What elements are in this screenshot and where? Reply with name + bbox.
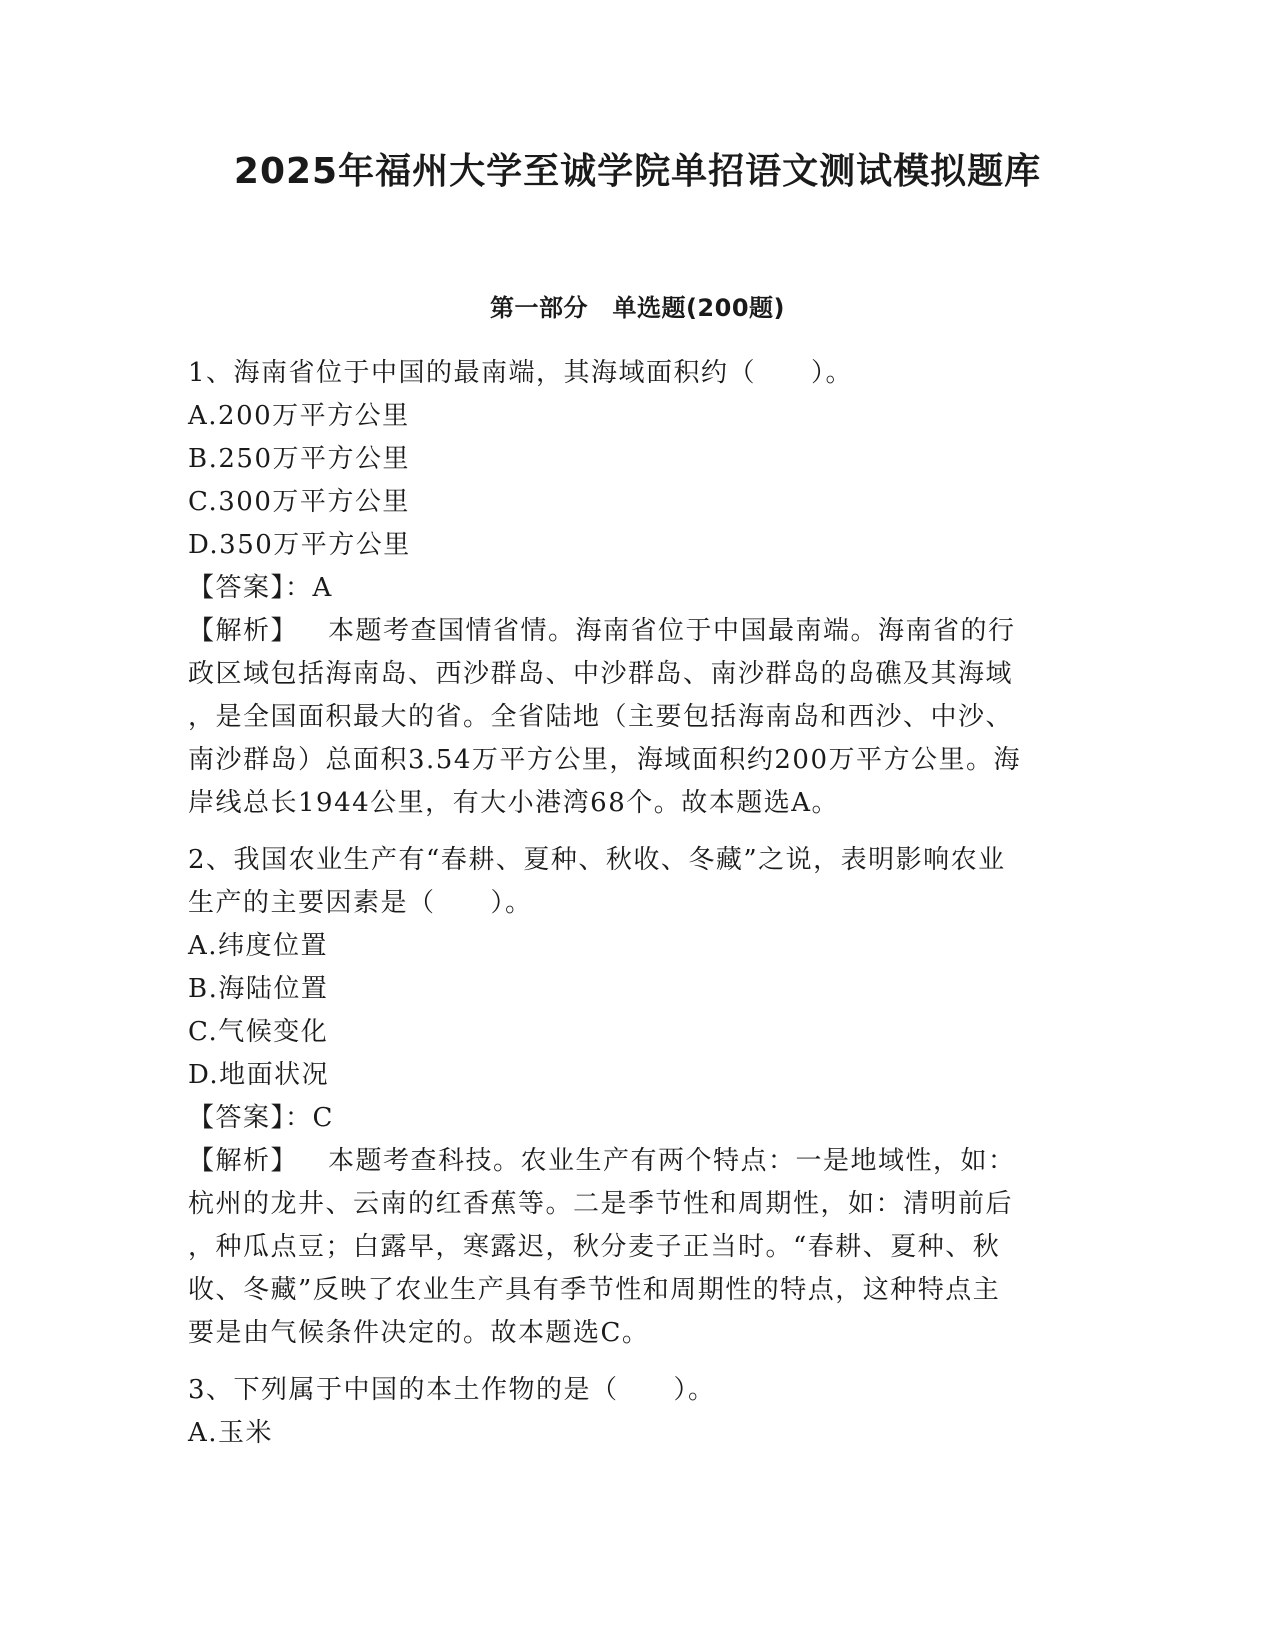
document-title: 2025年福州大学至诚学院单招语文测试模拟题库 (233, 151, 1042, 192)
answer-value: ：A (285, 573, 333, 603)
analysis-line (188, 610, 1078, 653)
question-stem: 1、海南省位于中国的最南端，其海域面积约（ ）。 (188, 358, 854, 388)
question-item (188, 839, 1078, 1355)
analysis-text: 南沙群岛）总面积3.54万平方公里，海域面积约200万平方公里。海 (188, 745, 1022, 775)
answer-line (188, 567, 1078, 610)
answer-option: B.250万平方公里 (188, 444, 410, 474)
analysis-text: ，种瓜点豆；白露早，寒露迟，秋分麦子正当时。“春耕、夏种、秋 (188, 1232, 1001, 1262)
analysis-line (188, 1269, 1078, 1312)
section-title: 第一部分 单选题(200题) (489, 294, 786, 322)
answer-line (188, 1097, 1078, 1140)
analysis-line (188, 696, 1078, 739)
analysis-text: 收、冬藏”反映了农业生产具有季节性和周期性的特点，这种特点主 (188, 1275, 1001, 1305)
analysis-text: 要是由气候条件决定的。故本题选C。 (188, 1318, 650, 1348)
analysis-text: 政区域包括海南岛、西沙群岛、中沙群岛、南沙群岛的岛礁及其海域 (188, 659, 1014, 689)
analysis-text: 杭州的龙井、云南的红香蕉等。二是季节性和周期性，如：清明前后 (188, 1189, 1014, 1219)
answer-option: A.200万平方公里 (188, 401, 410, 431)
question-stem: 2、我国农业生产有“春耕、夏种、秋收、冬藏”之说，表明影响农业 (188, 845, 1006, 875)
answer-option: D.350万平方公里 (188, 530, 411, 560)
analysis-line (188, 1226, 1078, 1269)
answer-label: 【答案】 (188, 573, 286, 603)
analysis-line (188, 653, 1078, 696)
analysis-text: 本题考查科技。农业生产有两个特点：一是地域性，如： (328, 1146, 1016, 1176)
analysis-line (188, 782, 1078, 825)
analysis-line (188, 1183, 1078, 1226)
answer-option: A.纬度位置 (188, 931, 329, 961)
answer-label: 【答案】 (188, 1103, 286, 1133)
question-stem: 生产的主要因素是（ ）。 (188, 888, 533, 918)
analysis-line (188, 1140, 1078, 1183)
answer-option: A.玉米 (188, 1418, 274, 1448)
answer-option: C.300万平方公里 (188, 487, 410, 517)
answer-option: C.气候变化 (188, 1017, 329, 1047)
analysis-line (188, 739, 1078, 782)
question-stem: 3、下列属于中国的本土作物的是（ ）。 (188, 1375, 716, 1405)
question-list (188, 352, 1078, 1469)
analysis-text: 岸线总长1944公里，有大小港湾68个。故本题选A。 (188, 788, 840, 818)
answer-value: ：C (285, 1103, 334, 1133)
answer-option: D.地面状况 (188, 1060, 330, 1090)
analysis-text: 本题考查国情省情。海南省位于中国最南端。海南省的行 (328, 616, 1016, 646)
analysis-label: 【解析】 (188, 1146, 299, 1176)
question-item (188, 352, 1078, 825)
answer-option: B.海陆位置 (188, 974, 329, 1004)
question-item (188, 1369, 1078, 1455)
analysis-label: 【解析】 (188, 616, 299, 646)
analysis-text: ，是全国面积最大的省。全省陆地（主要包括海南岛和西沙、中沙、 (188, 702, 1014, 732)
analysis-line (188, 1312, 1078, 1355)
